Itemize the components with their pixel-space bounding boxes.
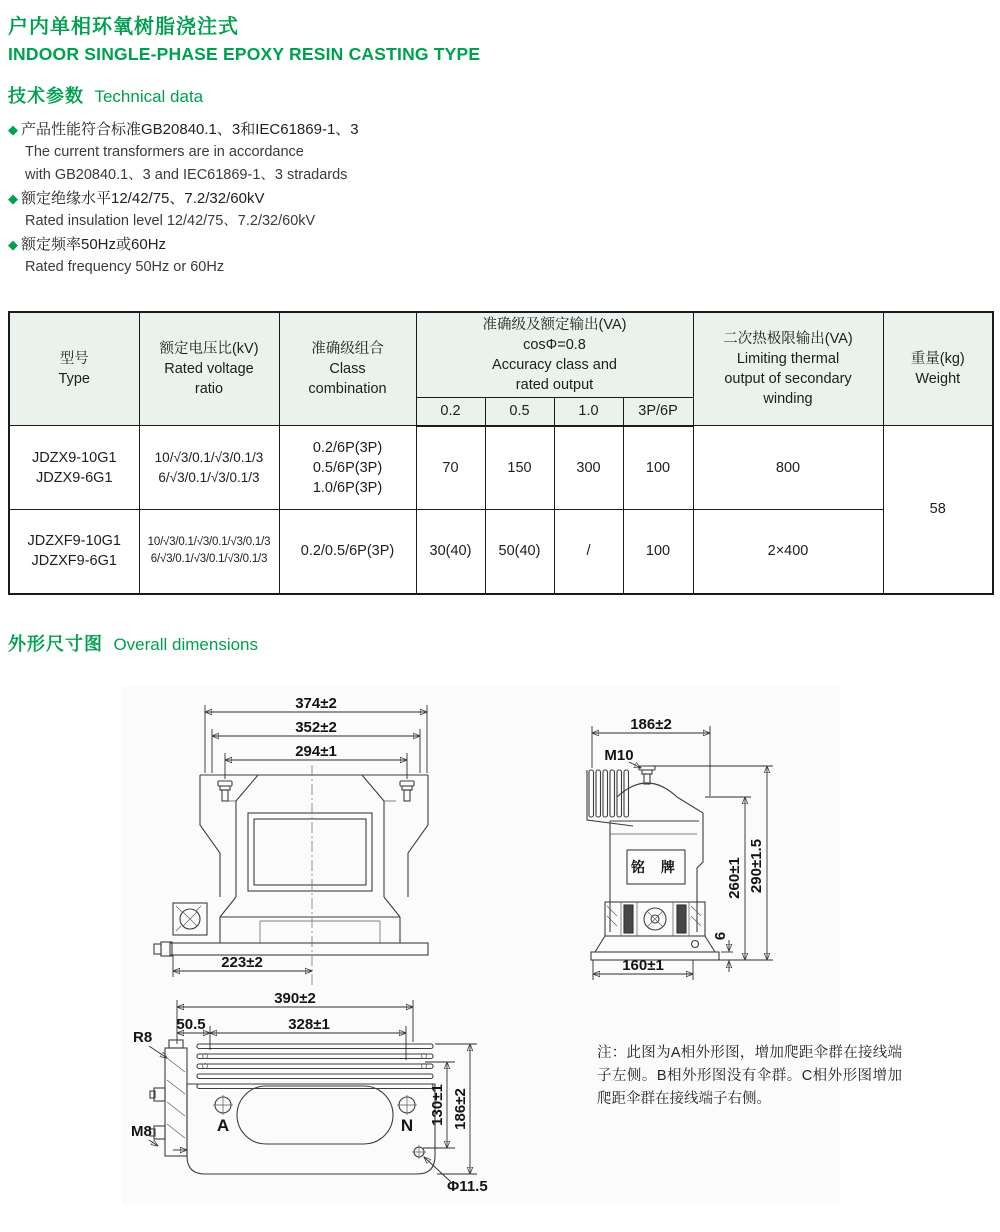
bottom-view-drawing [125,988,575,1206]
cell-acc-02: 70 [416,426,485,510]
cell-acc-3p6p: 100 [623,426,693,510]
table-row [9,426,993,510]
dimension-label: 374±2 [295,695,337,712]
technical-data-table [8,311,994,595]
mounting-hole [412,1145,426,1159]
cell-acc-05: 150 [485,426,554,510]
section-overall-dimensions [8,630,258,656]
spec-item [8,233,528,279]
terminal-label-n: N [400,1116,414,1135]
col-header-class: 准确级组合 Class combination [279,312,416,426]
diamond-bullet-icon: ◆ [8,122,18,137]
section-heading-en: Overall dimensions [113,635,259,654]
spec-zh: 额定频率50Hz或60Hz [21,236,167,253]
terminal-mark-n [397,1095,417,1135]
spec-item [8,187,528,233]
dimension-label: 223±2 [221,954,263,971]
cell-class: 0.2/0.5/6P(3P) [279,510,416,594]
cell-acc-02: 30(40) [416,510,485,594]
cell-acc-3p6p: 100 [623,510,693,594]
side-view-drawing [575,700,885,992]
bolt-label: M8 [131,1123,152,1140]
shed-fins [587,770,633,826]
col-header-acc-10: 1.0 [554,398,623,426]
bottom-view-body [150,1040,435,1174]
dimension-label: 290±1.5 [748,838,765,894]
cell-weight: 58 [883,426,993,594]
page-title-zh: 户内单相环氧树脂浇注式 [8,16,239,38]
primary-terminal-bolt-left [218,781,232,801]
col-header-acc-05: 0.5 [485,398,554,426]
spec-en: The current transformers are in accordance [25,144,304,160]
terminal-mark-a [213,1095,233,1135]
col-header-thermal: 二次热极限输出(VA) Limiting thermal output of secondary winding [693,312,883,426]
col-header-acc-02: 0.2 [416,398,485,426]
col-header-type: 型号 Type [9,312,139,426]
diamond-bullet-icon: ◆ [8,237,18,252]
dimension-label: 352±2 [295,719,337,736]
dimension-label: 294±1 [295,743,337,760]
mounting-hole [692,941,699,948]
spec-en: with GB20840.1、3 and IEC61869-1、3 stradards [25,167,348,183]
cell-ratio: 10/√3/0.1/√3/0.1/√3/0.1/3 6/√3/0.1/√3/0.1/√3/0.1/3 [139,510,279,594]
cell-acc-10: 300 [554,426,623,510]
drawing-note: 注：此图为A相外形图，增加爬距伞群在接线端子左侧。B相外形图没有伞群。C相外形图增加爬距伞群在接线端子右侧。 [597,1045,902,1107]
dimension-label: 186±2 [452,1088,469,1130]
spec-en: Rated frequency 50Hz or 60Hz [25,259,225,275]
cell-acc-05: 50(40) [485,510,554,594]
cell-acc-10: / [554,510,623,594]
col-header-weight: 重量(kg) Weight [883,312,993,426]
cell-ratio: 10/√3/0.1/√3/0.1/3 6/√3/0.1/√3/0.1/3 [139,426,279,510]
spec-item [8,118,528,187]
dimension-label: 6 [712,931,729,941]
front-view-body [154,765,428,985]
cell-class: 0.2/6P(3P) 0.5/6P(3P) 1.0/6P(3P) [279,426,416,510]
dimension-label: 328±1 [288,1016,330,1033]
dimension-label: 260±1 [726,857,743,899]
nameplate-label: 铭 牌 [631,859,681,875]
radius-label: R8 [133,1029,153,1046]
primary-terminal-bolt-right [400,781,414,801]
page-title-en: INDOOR SINGLE-PHASE EPOXY RESIN CASTING TYPE [8,44,481,64]
cell-thermal: 800 [693,426,883,510]
dimension-label: 50.5 [176,1016,206,1033]
diamond-bullet-icon: ◆ [8,191,18,206]
shed-fins [197,1044,433,1089]
dimension-label: 186±2 [630,716,672,733]
cell-thermal: 2×400 [693,510,883,594]
section-heading-en: Technical data [94,87,204,106]
cell-type: JDZXF9-10G1 JDZXF9-6G1 [9,510,139,594]
section-heading-zh: 外形尺寸图 [8,634,103,654]
side-view-dimensions [592,716,773,980]
spec-list [8,118,528,279]
section-technical-data [8,82,203,108]
front-view-dimensions [173,695,427,977]
spec-zh: 产品性能符合标准GB20840.1、3和IEC61869-1、3 [21,121,359,138]
dimension-label: 160±1 [622,957,664,974]
spec-zh: 额定绝缘水平12/42/75、7.2/32/60kV [21,190,265,207]
dimension-label: 390±2 [274,990,316,1007]
dimension-label: 130±1 [429,1084,446,1126]
spec-en: Rated insulation level 12/42/75、7.2/32/60kV [25,213,316,229]
top-bolt [639,766,655,784]
table-row [9,510,993,594]
drawings-area [0,660,1000,1220]
nameplate [627,850,685,884]
front-view-drawing [140,697,440,989]
page-title [8,10,480,65]
col-header-ratio: 额定电压比(kV) Rated voltage ratio [139,312,279,426]
bolt-label: M10 [604,747,634,764]
secondary-terminal-box [154,903,207,956]
terminal-label-a: A [216,1116,230,1135]
cell-type: JDZX9-10G1 JDZX9-6G1 [9,426,139,510]
secondary-terminal-block [605,902,705,936]
side-bracket [150,1040,187,1156]
col-header-accuracy: 准确级及额定输出(VA) cosΦ=0.8 Accuracy class and rated output [416,312,693,398]
side-view-body [587,766,719,960]
section-heading-zh: 技术参数 [8,86,84,106]
hole-diameter-label: Φ11.5 [447,1178,488,1195]
col-header-acc-3p6p: 3P/6P [623,398,693,426]
